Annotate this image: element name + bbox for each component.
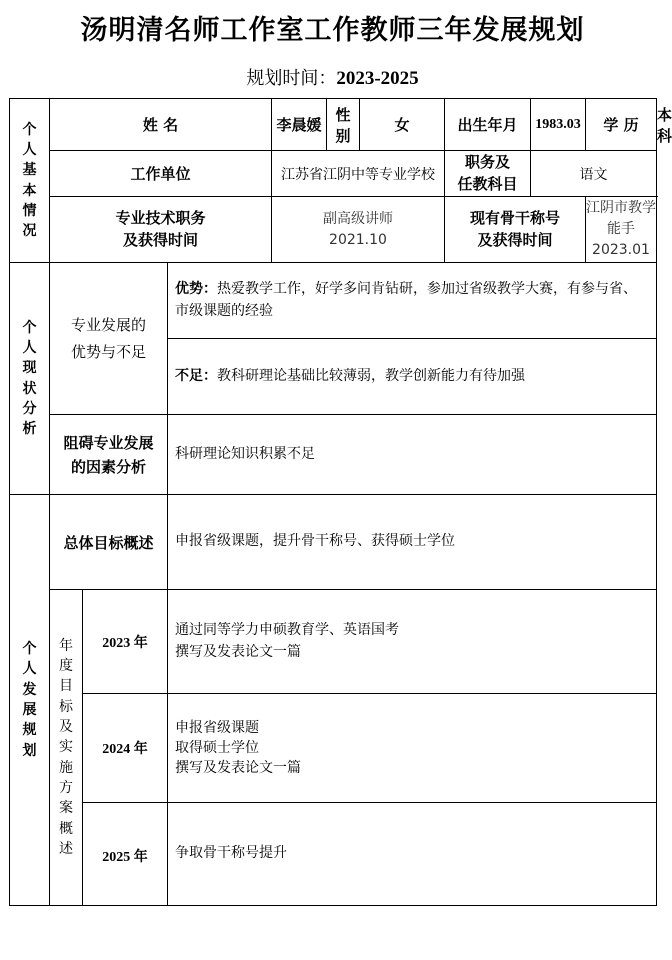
strength-cell (168, 263, 657, 339)
year-2024-label: 2024 年 (83, 694, 168, 803)
annual-goal-label: 年 度 目 标 及 实 施 方 案 概 述 (50, 590, 83, 906)
year-2023-plan: 通过同等学力申硕教育学、英语国考 撰写及发表论文一篇 (168, 590, 657, 694)
plan-period (0, 64, 665, 90)
honor-label: 现有骨干称号 及获得时间 (445, 197, 586, 263)
section-status-analysis: 个 人 现 状 分 析 (10, 263, 50, 495)
plan-period-label: 规划时间： (246, 68, 337, 89)
prof-title-label: 专业技术职务 及获得时间 (50, 197, 272, 263)
development-plan-table: 个 人 基 本 情 况 姓 名 李晨媛 性 别 女 出生年月 1983.03 学 历 本科 工作单位 江苏省江阴中等专业学校 职务及 任教科目 语文 专业技术职务 及获得时间 副高级讲师 2021.10 现有骨干称号 及获得时间 江阴市教学能手 2023.01 个 人 现 状 分 析 专业发展的 优势与不足 优势：热爱教学工作，好学多问肯钻研，参加过省级教学大赛，有参与省、市级课题的经验 不足：教科研理论基础比较薄弱，教学创新能力有待加强 阻碍专业发展 的因素分析 科研理论知识积累不足 个 人 发 展 规 划 总体目标概述 申报省级课题，提升骨干称号、获得硕士学位 年 度 目 标 及 实 施 方 案 概 述 2023 年 通过同等学力申硕教育学、英语国考 撰写及发表论文一篇 2024 年 申报省级课题 取得硕士学位 撰写及发表论文一篇 2025 年 争取骨干称号提升 (9, 98, 657, 906)
position-value: 语文 (531, 151, 657, 197)
name-value: 李晨媛 (272, 99, 327, 151)
name-label: 姓 名 (50, 99, 272, 151)
honor-value: 江阴市教学能手 2023.01 (586, 197, 657, 263)
strength-text: 热爱教学工作，好学多问肯钻研，参加过省级教学大赛，有参与省、市级课题的经验 (175, 280, 637, 319)
year-2024-plan: 申报省级课题 取得硕士学位 撰写及发表论文一篇 (168, 694, 657, 803)
strength-weakness-label: 专业发展的 优势与不足 (50, 263, 168, 415)
work-unit-value: 江苏省江阴中等专业学校 (272, 151, 445, 197)
overall-goal-text: 申报省级课题，提升骨干称号、获得硕士学位 (168, 495, 657, 590)
weakness-cell (168, 339, 657, 415)
strength-prefix: 优势： (175, 280, 217, 297)
obstacle-text: 科研理论知识积累不足 (168, 415, 657, 495)
gender-label: 性 别 (327, 99, 360, 151)
plan-period-value: 2023-2025 (336, 68, 419, 89)
year-2025-plan: 争取骨干称号提升 (168, 803, 657, 906)
education-label: 学 历 (586, 99, 657, 151)
year-2023-label: 2023 年 (83, 590, 168, 694)
birth-label: 出生年月 (445, 99, 531, 151)
gender-value: 女 (360, 99, 445, 151)
birth-value: 1983.03 (531, 99, 586, 151)
page-title: 汤明清名师工作室工作教师三年发展规划 (80, 15, 585, 46)
section-development-plan: 个 人 发 展 规 划 (10, 495, 50, 906)
overall-goal-label: 总体目标概述 (50, 495, 168, 590)
weakness-prefix: 不足： (175, 367, 217, 384)
weakness-text: 教科研理论基础比较薄弱，教学创新能力有待加强 (217, 367, 525, 384)
prof-title-value: 副高级讲师 2021.10 (272, 197, 445, 263)
year-2025-label: 2025 年 (83, 803, 168, 906)
section-basic-info: 个 人 基 本 情 况 (10, 99, 50, 263)
work-unit-label: 工作单位 (50, 151, 272, 197)
obstacle-label: 阻碍专业发展 的因素分析 (50, 415, 168, 495)
position-label: 职务及 任教科目 (445, 151, 531, 197)
